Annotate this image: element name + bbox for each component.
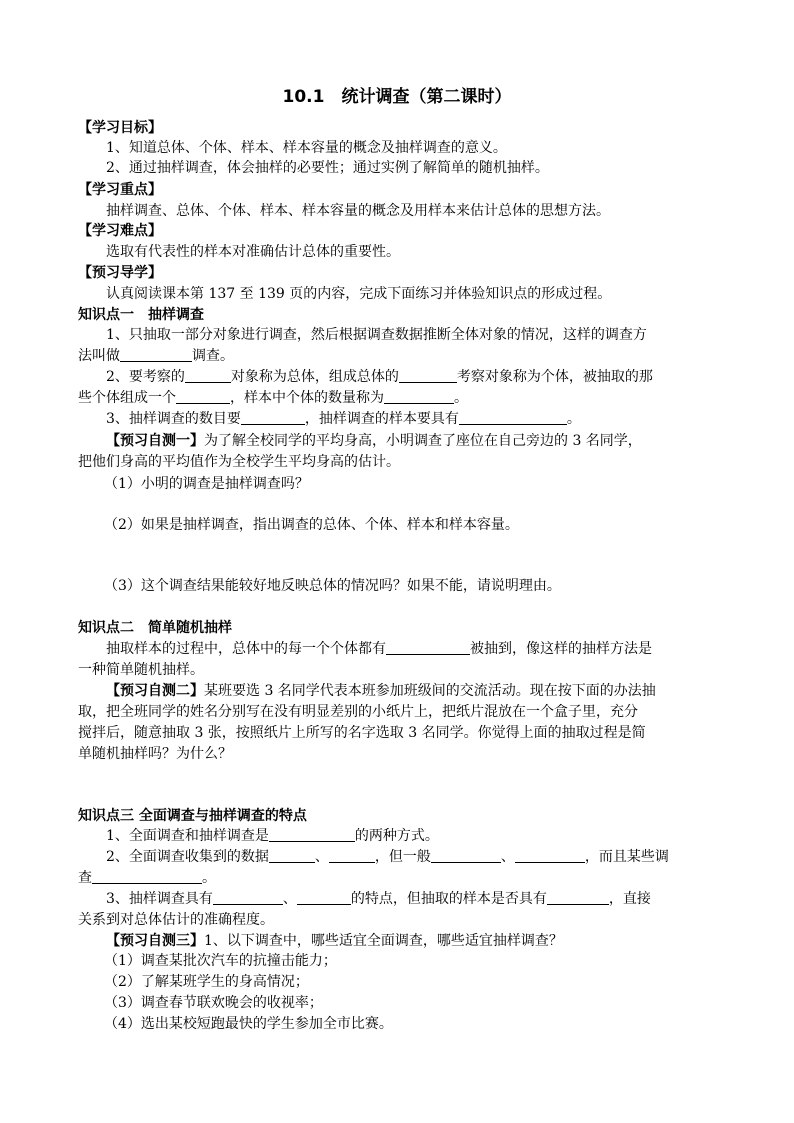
key-points-heading: 【学习重点】 xyxy=(78,182,162,198)
text: ，抽样调查的样本要具有 xyxy=(304,411,459,427)
text: 1、以下调查中，哪些适宜全面调查，哪些适宜抽样调查？ xyxy=(204,933,563,949)
text: 的特点，但抽取的样本是否具有 xyxy=(350,891,547,907)
fill-blank[interactable] xyxy=(92,868,202,884)
kp1-test-line-b: 把他们身高的平均值作为全校学生平均身高的估计。 xyxy=(78,454,400,470)
fill-blank[interactable] xyxy=(120,346,192,362)
fill-blank[interactable] xyxy=(176,388,230,404)
fill-blank[interactable] xyxy=(241,409,305,425)
kp2-test-line-3: 搅拌后，随意抽取 3 张，按照纸片上所写的名字选取 3 名同学。你觉得上面的抽取过程是简 xyxy=(78,725,646,741)
kp1-question-2: （2）如果是抽样调查，指出调查的总体、个体、样本和样本容量。 xyxy=(104,517,519,533)
kp1-line-1b-pre: 法叫做 xyxy=(78,348,120,364)
text: 、 xyxy=(314,849,329,865)
kp1-line-3 xyxy=(106,409,581,429)
kp2-test-line-4: 单随机抽样吗？为什么？ xyxy=(78,746,232,762)
text: ，样本中个体的数量称为 xyxy=(230,390,384,406)
kp3-item-3: （3）调查春节联欢晚会的收视率； xyxy=(104,995,323,1011)
fill-blank[interactable] xyxy=(547,889,609,905)
text: 的两种方式。 xyxy=(354,828,439,844)
kp2-heading: 知识点二 简单随机抽样 xyxy=(78,620,232,636)
kp1-question-1: （1）小明的调查是抽样调查吗？ xyxy=(104,476,309,492)
text: 某班要选 3 名同学代表本班参加班级间的交流活动。现在按下面的办法抽 xyxy=(204,683,656,699)
key-points-text: 抽样调查、总体、个体、样本、样本容量的概念及用样本来估计总体的思想方法。 xyxy=(106,203,610,219)
text: 2、全面调查收集到的数据 xyxy=(106,849,269,865)
text: 3、抽样调查的数目要 xyxy=(106,411,241,427)
text: 2、要考察的 xyxy=(106,369,185,385)
kp3-test-line xyxy=(106,931,563,951)
goal-item-2: 2、通过抽样调查，体会抽样的必要性；通过实例了解简单的随机抽样。 xyxy=(106,160,549,176)
fill-blank[interactable] xyxy=(329,847,375,863)
text: 、 xyxy=(500,849,515,865)
text: 。 xyxy=(202,870,216,886)
text: ，而且某些调 xyxy=(584,849,669,865)
kp2-test-line-2: 取，把全班同学的姓名分别写在没有明显差别的小纸片上，把纸片混放在一个盒子里，充分 xyxy=(78,704,638,720)
kp3-heading: 知识点三 全面调查与抽样调查的特点 xyxy=(78,808,307,824)
fill-blank[interactable] xyxy=(459,409,567,425)
kp2-line-1 xyxy=(106,639,652,659)
kp3-item-2: （2）了解某班学生的身高情况； xyxy=(104,974,309,990)
page-title: 10.1 统计调查（第二课时） xyxy=(282,87,512,107)
fill-blank[interactable] xyxy=(384,388,454,404)
kp1-line-2b xyxy=(78,388,468,408)
text: 考察对象称为个体，被抽取的那 xyxy=(456,369,653,385)
text: 被抽到，像这样的抽样方法是 xyxy=(470,641,652,657)
text: 。 xyxy=(566,411,581,427)
kp1-line-1b xyxy=(78,346,234,366)
text: ，但一般 xyxy=(374,849,431,865)
fill-blank[interactable] xyxy=(269,847,315,863)
test-label: 【预习自测三】 xyxy=(106,933,204,949)
preview-text: 认真阅读课本第 137 至 139 页的内容，完成下面练习并体验知识点的形成过程。 xyxy=(106,286,612,302)
kp3-item-1: （1）调查某批次汽车的抗撞击能力； xyxy=(104,953,337,969)
kp3-item-4: （4）选出某校短跑最快的学生参加全市比赛。 xyxy=(104,1016,393,1032)
kp2-line-2: 一种简单随机抽样。 xyxy=(78,662,204,678)
kp3-line-4 xyxy=(106,889,651,909)
kp1-line-1b-post: 调查。 xyxy=(192,348,234,364)
text: 1、全面调查和抽样调查是 xyxy=(106,828,269,844)
fill-blank[interactable] xyxy=(213,889,283,905)
kp3-line-2 xyxy=(106,847,669,867)
kp1-heading: 知识点一 抽样调查 xyxy=(78,307,204,323)
kp1-question-3: （3）这个调查结果能较好地反映总体的情况吗？如果不能，请说明理由。 xyxy=(104,578,561,594)
text: ，直接 xyxy=(608,891,651,907)
fill-blank[interactable] xyxy=(269,826,355,842)
text: 抽取样本的过程中，总体中的每一个个体都有 xyxy=(106,641,386,657)
fill-blank[interactable] xyxy=(515,847,585,863)
kp2-test-line-1 xyxy=(106,681,656,701)
fill-blank[interactable] xyxy=(386,639,470,655)
fill-blank[interactable] xyxy=(431,847,501,863)
goals-heading: 【学习目标】 xyxy=(78,120,162,136)
fill-blank[interactable] xyxy=(297,889,351,905)
text: 对象称为总体，组成总体的 xyxy=(230,369,399,385)
text: 。 xyxy=(454,390,468,406)
text: 3、抽样调查具有 xyxy=(106,891,213,907)
kp1-line-2a xyxy=(106,367,653,387)
goal-item-1: 1、知道总体、个体、样本、样本容量的概念及抽样调查的意义。 xyxy=(106,140,507,156)
preview-heading: 【预习导学】 xyxy=(78,265,162,281)
kp3-line-1 xyxy=(106,826,439,846)
kp1-line-1a: 1、只抽取一部分对象进行调查，然后根据调查数据推断全体对象的情况，这样的调查方 xyxy=(106,327,647,343)
kp3-line-3 xyxy=(78,868,216,888)
text: 查 xyxy=(78,870,92,886)
difficulty-text: 选取有代表性的样本对准确估计总体的重要性。 xyxy=(106,244,400,260)
text: 、 xyxy=(282,891,297,907)
test-label: 【预习自测一】 xyxy=(106,433,204,449)
kp3-line-5: 关系到对总体估计的准确程度。 xyxy=(78,912,274,928)
difficulty-heading: 【学习难点】 xyxy=(78,223,162,239)
text: 为了解全校同学的平均身高，小明调查了座位在自己旁边的 3 名同学， xyxy=(204,433,642,449)
fill-blank[interactable] xyxy=(399,367,457,383)
test-label: 【预习自测二】 xyxy=(106,683,204,699)
text: 些个体组成一个 xyxy=(78,390,176,406)
fill-blank[interactable] xyxy=(185,367,231,383)
kp1-test-line-a xyxy=(106,431,642,451)
